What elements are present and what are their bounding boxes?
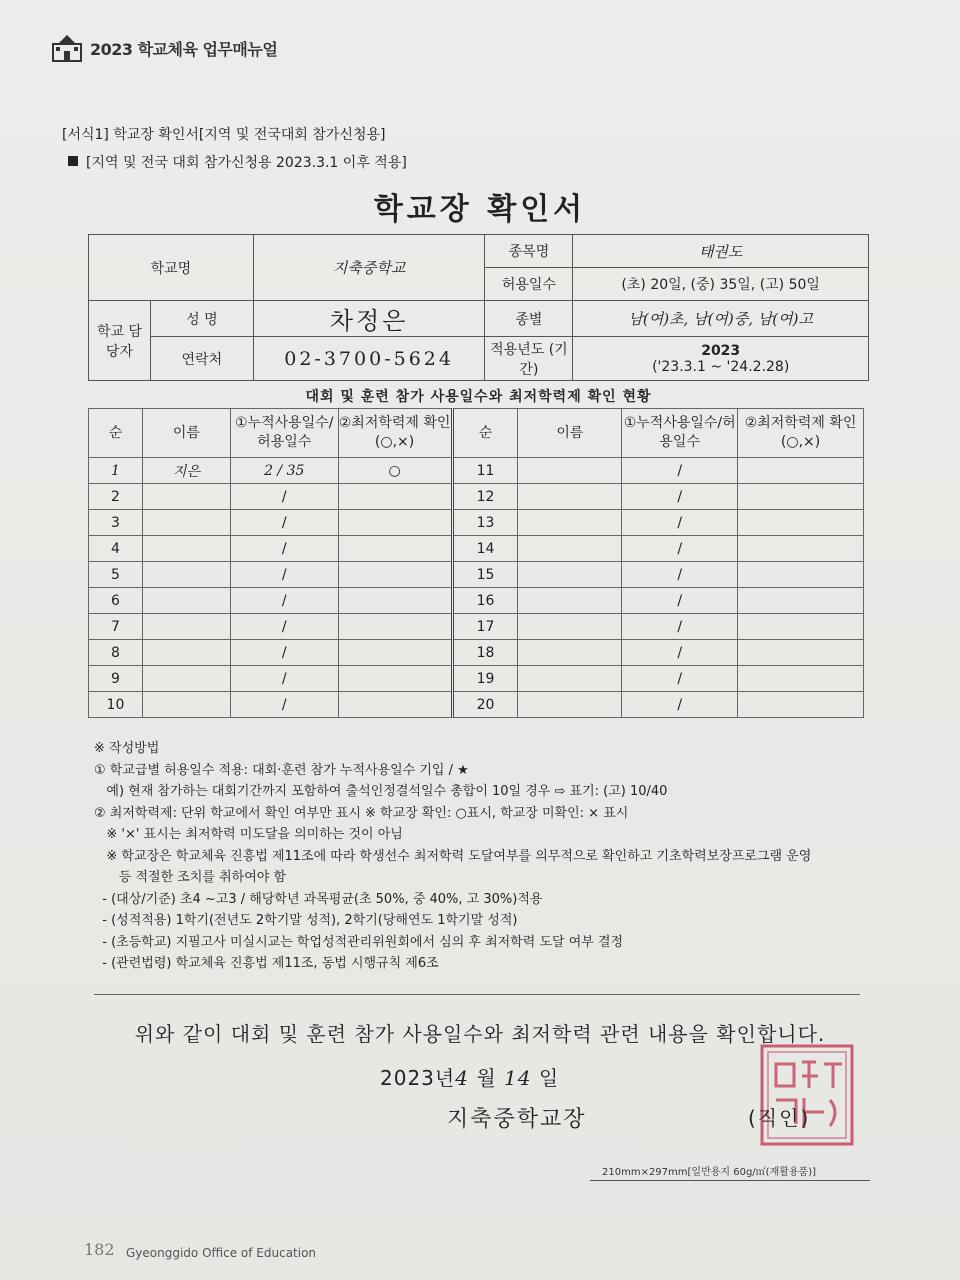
cell-no: 2 xyxy=(89,484,143,510)
cell-no: 20 xyxy=(452,692,518,718)
manual-title: 2023 학교체육 업무매뉴얼 xyxy=(90,39,278,59)
header-name: 이름 xyxy=(142,409,230,458)
manual-header xyxy=(52,34,277,62)
cell-check xyxy=(338,562,452,588)
instruction-line: - (성적적용) 1학기(전년도 2학기말 성적), 2학기(당해연도 1학기말 성적) xyxy=(94,913,518,928)
header-no: 순 xyxy=(89,409,143,458)
cell-days: / xyxy=(622,458,738,484)
table-row xyxy=(89,536,864,562)
cell-days: / xyxy=(622,640,738,666)
cell-name xyxy=(142,614,230,640)
cell-check xyxy=(738,692,864,718)
gender-label: 종별 xyxy=(485,301,573,337)
cell-name xyxy=(142,666,230,692)
cell-name xyxy=(142,562,230,588)
cell-name xyxy=(518,484,622,510)
year-cell xyxy=(573,337,869,381)
form-subtitle-text: [지역 및 전국 대회 참가신청용 2023.3.1 이후 적용] xyxy=(86,155,407,171)
cell-no: 19 xyxy=(452,666,518,692)
cell-no: 5 xyxy=(89,562,143,588)
cell-name: 지은 xyxy=(142,458,230,484)
table-row xyxy=(89,562,864,588)
cell-check xyxy=(738,614,864,640)
contact-value: 02-3700-5624 xyxy=(253,337,485,381)
table-row xyxy=(89,588,864,614)
cell-days: / xyxy=(230,640,338,666)
cell-no: 3 xyxy=(89,510,143,536)
square-bullet-icon xyxy=(68,156,78,166)
footer-rule xyxy=(590,1180,870,1181)
cell-name xyxy=(518,692,622,718)
cell-check xyxy=(338,484,452,510)
cell-check xyxy=(738,536,864,562)
official-seal-stamp xyxy=(758,1040,858,1150)
cell-days: / xyxy=(230,536,338,562)
cell-days: / xyxy=(622,614,738,640)
cell-name xyxy=(518,640,622,666)
date-month-unit: 월 xyxy=(476,1066,497,1090)
cell-name xyxy=(142,588,230,614)
cell-name xyxy=(518,458,622,484)
cell-days: / xyxy=(622,484,738,510)
principal-name: 지축중학교장 xyxy=(447,1107,587,1132)
school-value: 지축중학교 xyxy=(253,235,485,301)
instruction-line: - (대상/기준) 초4 ~고3 / 해당학년 과목평균(초 50%, 중 40%, 고 30%)적용 xyxy=(94,891,543,907)
instructions-title: ※ 작성방법 xyxy=(94,741,160,756)
cell-check xyxy=(738,484,864,510)
cell-days: / xyxy=(622,536,738,562)
cell-check xyxy=(338,588,452,614)
cell-no: 11 xyxy=(452,458,518,484)
year-label: 적용년도 (기간) xyxy=(485,337,573,381)
office-name: Gyeonggido Office of Education xyxy=(126,1246,317,1260)
cell-days: / xyxy=(230,588,338,614)
table-row xyxy=(89,484,864,510)
cell-days: / xyxy=(230,666,338,692)
instruction-line: ② 최저학력제: 단위 학교에서 확인 여부만 표시 ※ 학교장 확인: ○표시, 학교장 미확인: × 표시 xyxy=(94,805,629,821)
year-value: 2023 xyxy=(701,342,741,359)
cell-days: / xyxy=(622,588,738,614)
cell-days: / xyxy=(230,614,338,640)
page-number: 182 xyxy=(84,1240,115,1259)
event-label: 종목명 xyxy=(485,235,573,268)
paper-spec: 210mm×297mm[일반용지 60g/㎡(재활용품)] xyxy=(602,1167,817,1178)
participation-table xyxy=(88,408,864,718)
instruction-line: - (초등학교) 지필고사 미실시교는 학업성적관리위원회에서 심의 후 최저학력 도달 여부 결정 xyxy=(94,934,624,950)
info-table xyxy=(88,234,869,381)
date-day-unit: 일 xyxy=(538,1066,560,1090)
cell-check xyxy=(338,614,452,640)
cell-check xyxy=(738,562,864,588)
cell-name xyxy=(142,510,230,536)
cell-days: / xyxy=(230,510,338,536)
cell-check xyxy=(338,536,452,562)
gender-value: 남(여)초, 남(여)중, 남(여)고 xyxy=(573,301,869,337)
instruction-line: - (관련법령) 학교체육 진흥법 제11조, 동법 시행규칙 제6조 xyxy=(94,956,439,971)
name-label: 성 명 xyxy=(150,301,253,337)
table-row xyxy=(89,458,864,484)
cell-days: / xyxy=(230,562,338,588)
cell-check xyxy=(338,510,452,536)
table-row xyxy=(89,614,864,640)
cell-no: 7 xyxy=(89,614,143,640)
instruction-line: ① 학교급별 허용일수 적용: 대회·훈련 참가 누적사용일수 기입 / ★ xyxy=(94,762,469,778)
instructions xyxy=(94,738,874,975)
cell-days: 2 / 35 xyxy=(230,458,338,484)
cell-name xyxy=(518,510,622,536)
header-check: ②최저학력제 확인(○,×) xyxy=(338,409,452,458)
instruction-line: ※ 학교장은 학교체육 진흥법 제11조에 따라 학생선수 최저학력 도달여부를 의무적으로 확인하고 기초학력보장프로그램 운영 xyxy=(94,848,812,864)
cell-check xyxy=(738,666,864,692)
cell-check xyxy=(738,640,864,666)
cell-no: 16 xyxy=(452,588,518,614)
cell-name xyxy=(142,484,230,510)
cell-no: 14 xyxy=(452,536,518,562)
cell-check xyxy=(338,692,452,718)
event-value: 태권도 xyxy=(573,235,869,268)
cell-name xyxy=(518,562,622,588)
cell-days: / xyxy=(230,484,338,510)
header-days: ①누적사용일수/허용일수 xyxy=(230,409,338,458)
cell-name xyxy=(142,640,230,666)
cell-name xyxy=(518,588,622,614)
seal-label: (직인) xyxy=(748,1106,811,1130)
cell-name xyxy=(142,692,230,718)
cell-check xyxy=(338,640,452,666)
cell-name xyxy=(518,536,622,562)
days-label: 허용일수 xyxy=(485,268,573,301)
date-day: 14 xyxy=(504,1066,532,1090)
date-month: 4 xyxy=(455,1066,469,1090)
cell-no: 1 xyxy=(89,458,143,484)
table-row xyxy=(89,510,864,536)
cell-no: 10 xyxy=(89,692,143,718)
cell-check xyxy=(738,588,864,614)
cell-no: 6 xyxy=(89,588,143,614)
cell-check xyxy=(338,666,452,692)
cell-no: 18 xyxy=(452,640,518,666)
days-value: (초) 20일, (중) 35일, (고) 50일 xyxy=(573,268,869,301)
cell-days: / xyxy=(622,510,738,536)
cell-no: 17 xyxy=(452,614,518,640)
cell-check: ○ xyxy=(338,458,452,484)
document-title: 학교장 확인서 xyxy=(373,192,587,227)
instruction-line: 예) 현재 참가하는 대회기간까지 포함하여 출석인정결석일수 총합이 10일 경우 ⇨ 표기: (고) 10/40 xyxy=(94,784,668,799)
cell-name xyxy=(142,536,230,562)
cell-no: 9 xyxy=(89,666,143,692)
table-row xyxy=(89,692,864,718)
divider xyxy=(94,994,860,995)
cell-no: 8 xyxy=(89,640,143,666)
form-subtitle xyxy=(68,152,407,172)
confirmation-text: 위와 같이 대회 및 훈련 참가 사용일수와 최저학력 관련 내용을 확인합니다. xyxy=(134,1022,826,1046)
instruction-line: 등 적절한 조치를 취하여야 함 xyxy=(94,870,287,885)
period-value: ('23.3.1 ~ '24.2.28) xyxy=(652,358,790,375)
cell-check xyxy=(738,510,864,536)
school-label: 학교명 xyxy=(89,235,254,301)
cell-no: 12 xyxy=(452,484,518,510)
cell-no: 4 xyxy=(89,536,143,562)
cell-no: 15 xyxy=(452,562,518,588)
header-days: ①누적사용일수/허용일수 xyxy=(622,409,738,458)
cell-days: / xyxy=(622,692,738,718)
cell-days: / xyxy=(230,692,338,718)
header-check: ②최저학력제 확인(○,×) xyxy=(738,409,864,458)
cell-name xyxy=(518,614,622,640)
form-label: [서식1] 학교장 확인서[지역 및 전국대회 참가신청용] xyxy=(62,127,386,143)
cell-no: 13 xyxy=(452,510,518,536)
instruction-line: ※ '×' 표시는 최저학력 미도달을 의미하는 것이 아님 xyxy=(94,827,403,842)
contact-label: 연락처 xyxy=(150,337,253,381)
confirmation-date xyxy=(380,1062,559,1091)
cell-days: / xyxy=(622,666,738,692)
header-name: 이름 xyxy=(518,409,622,458)
cell-name xyxy=(518,666,622,692)
name-value: 차정은 xyxy=(253,301,485,337)
manager-label: 학교 담당자 xyxy=(89,301,151,381)
cell-check xyxy=(738,458,864,484)
date-year: 2023년 xyxy=(380,1066,456,1090)
cell-days: / xyxy=(622,562,738,588)
header-no: 순 xyxy=(452,409,518,458)
school-building-icon xyxy=(52,34,82,62)
section-title: 대회 및 훈련 참가 사용일수와 최저학력제 확인 현황 xyxy=(305,389,652,405)
table-header-row xyxy=(89,409,864,458)
table-row xyxy=(89,666,864,692)
table-row xyxy=(89,640,864,666)
